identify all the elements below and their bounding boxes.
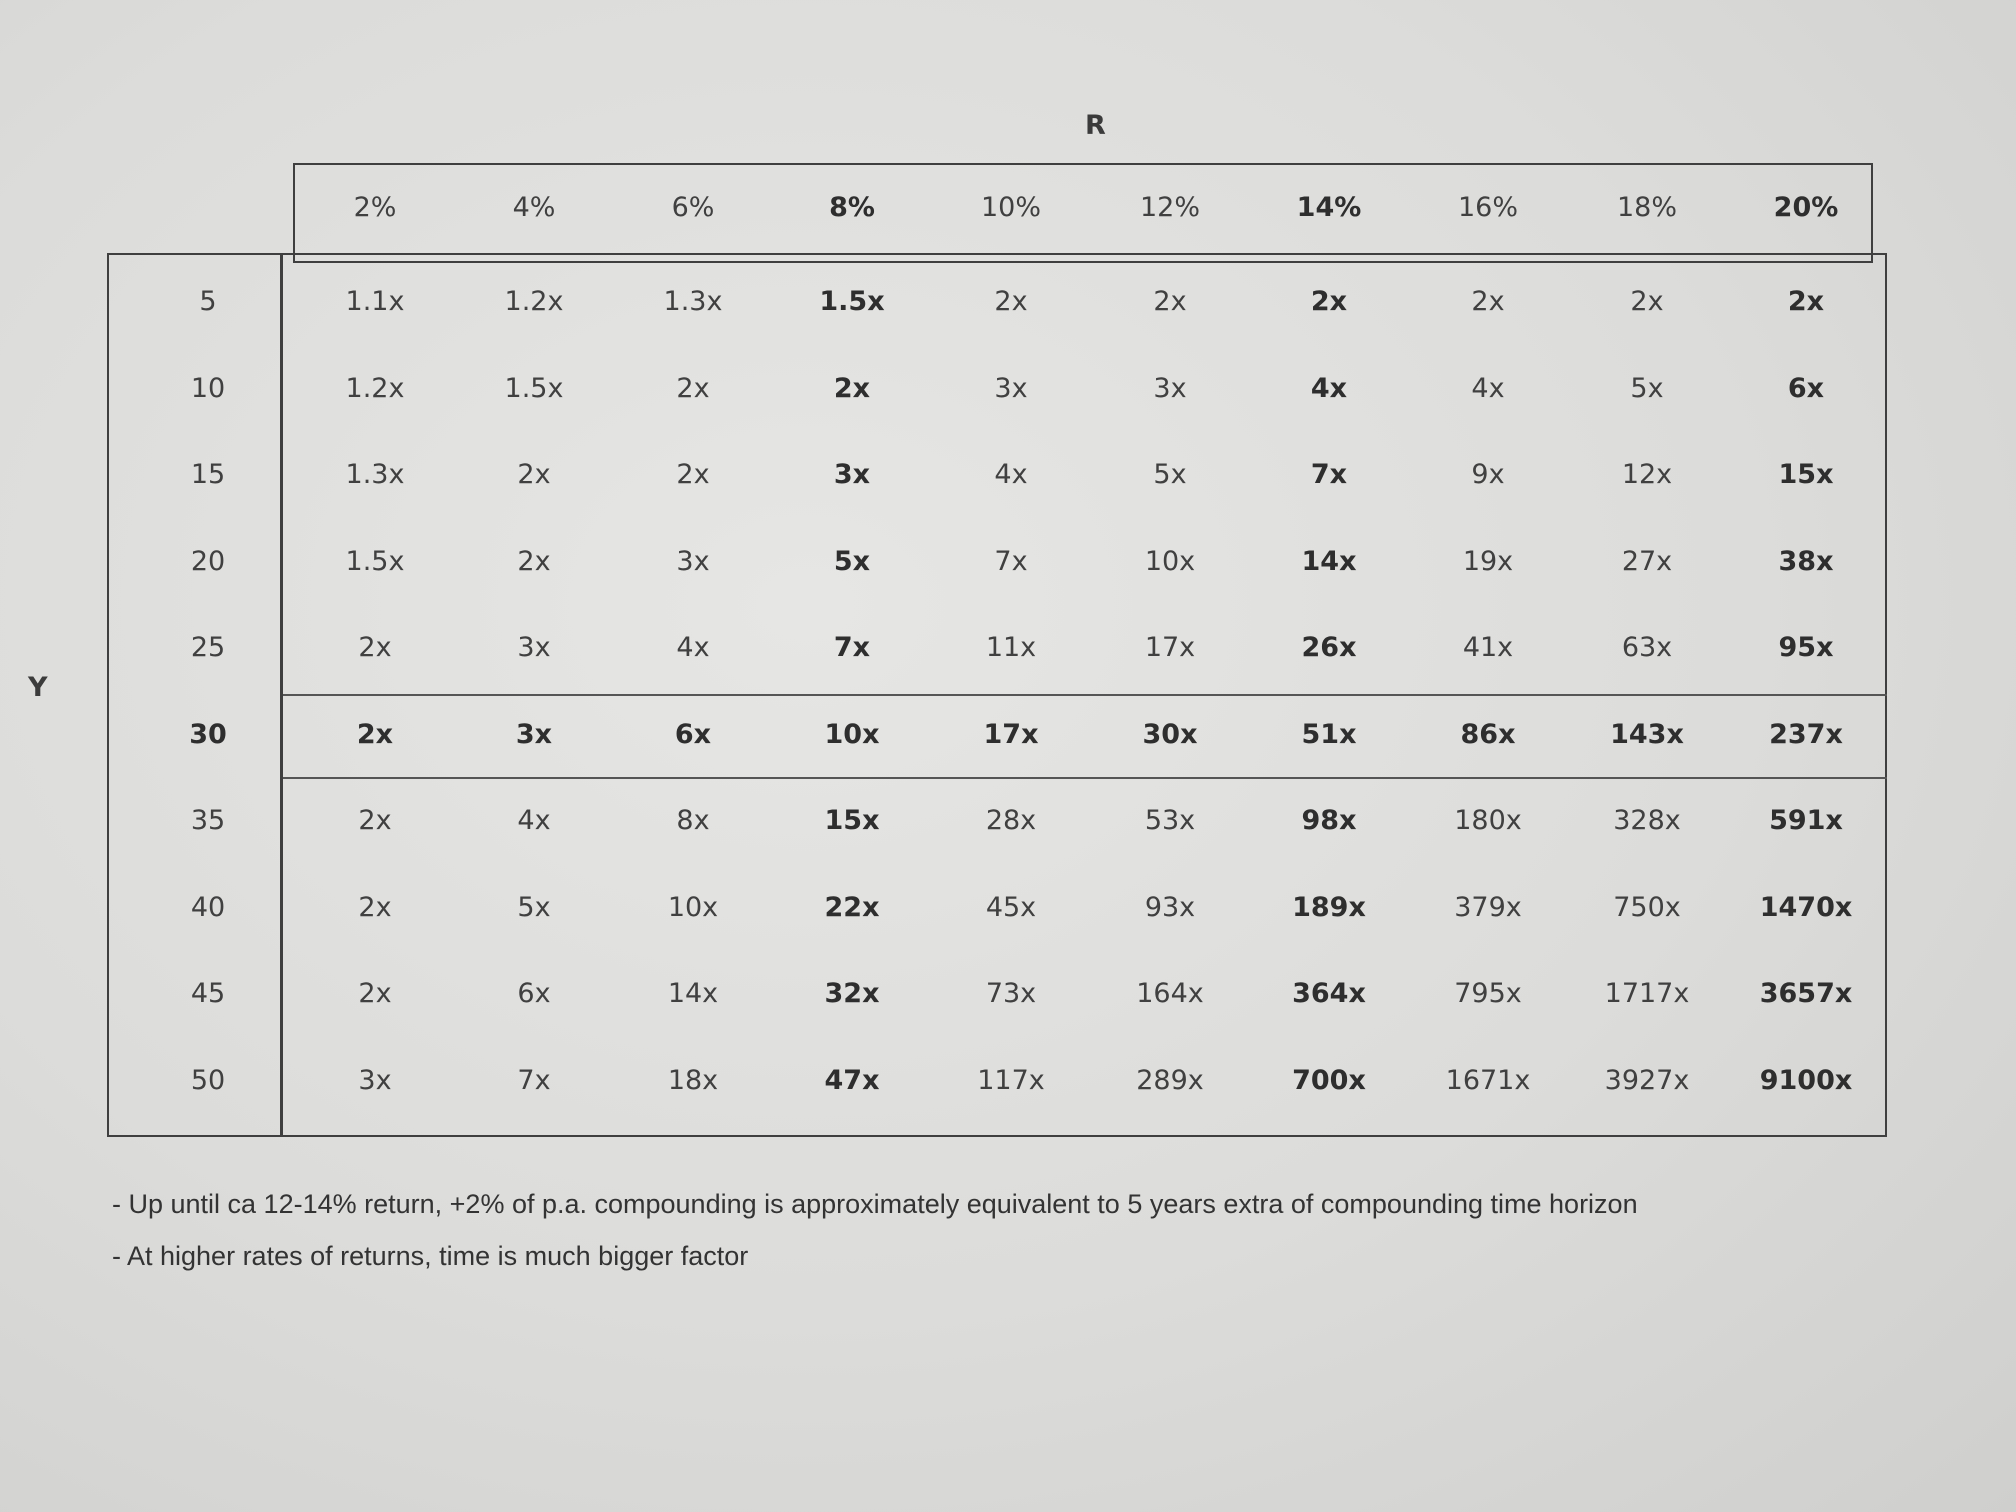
table-cell: 10x xyxy=(667,891,719,923)
table-cell: 7x xyxy=(517,1064,551,1096)
table-cell: 47x xyxy=(824,1064,880,1096)
table-cell: 3x xyxy=(1153,372,1187,404)
table-cell: 17x xyxy=(1144,632,1196,663)
table-cell: 4x xyxy=(994,459,1028,490)
table-cell: 53x xyxy=(1144,805,1196,836)
table-cell: 237x xyxy=(1769,718,1843,750)
table-cell: 63x xyxy=(1621,632,1673,663)
table-cell: 795x xyxy=(1454,978,1522,1009)
table-cell: 1.5x xyxy=(345,545,405,577)
table-cell: 2x xyxy=(358,805,392,836)
table-cell: 51x xyxy=(1301,718,1357,750)
table-cell: 5x xyxy=(833,545,871,577)
table-cell: 5x xyxy=(1630,372,1664,404)
table-cell: 10x xyxy=(1144,545,1196,577)
table-cell: 7x xyxy=(994,545,1028,577)
row-year-label: 20 xyxy=(190,545,226,577)
table-cell: 27x xyxy=(1621,545,1673,577)
table-cell: 28x xyxy=(985,805,1037,836)
table-cell: 117x xyxy=(977,1064,1045,1096)
table-cell: 1.5x xyxy=(504,372,564,404)
table-cell: 700x xyxy=(1292,1064,1366,1096)
table-cell: 22x xyxy=(824,891,880,923)
table-cell: 26x xyxy=(1301,632,1357,663)
table-cell: 5x xyxy=(517,891,551,923)
row-year-label: 15 xyxy=(190,459,226,490)
column-header: 4% xyxy=(512,192,556,223)
table-cell: 591x xyxy=(1769,805,1843,836)
table-cell: 98x xyxy=(1301,805,1357,836)
table-cell: 379x xyxy=(1454,891,1522,923)
column-header: 2% xyxy=(353,192,397,223)
table-cell: 1.3x xyxy=(663,286,723,317)
note-line: - At higher rates of returns, time is much bigger factor xyxy=(112,1241,749,1271)
table-cell: 73x xyxy=(985,978,1037,1009)
row-year-label: 35 xyxy=(190,805,226,836)
table-cell: 18x xyxy=(667,1064,719,1096)
table-cell: 15x xyxy=(1778,459,1834,490)
table-cell: 2x xyxy=(994,286,1028,317)
table-cell: 11x xyxy=(985,632,1037,663)
table-cell: 143x xyxy=(1610,718,1684,750)
table-cell: 2x xyxy=(833,372,871,404)
table-cell: 7x xyxy=(833,632,871,663)
table-cell: 2x xyxy=(358,978,392,1009)
highlight-row-top-border xyxy=(283,694,1887,696)
table-cell: 2x xyxy=(358,632,392,663)
row-year-label: 30 xyxy=(189,718,227,750)
r-axis-label: R xyxy=(1085,110,1106,141)
table-cell: 2x xyxy=(676,459,710,490)
table-cell: 41x xyxy=(1462,632,1514,663)
table-cell: 2x xyxy=(1787,286,1825,317)
table-cell: 93x xyxy=(1144,891,1196,923)
table-cell: 6x xyxy=(674,718,712,750)
table-cell: 32x xyxy=(824,978,880,1009)
table-cell: 2x xyxy=(358,891,392,923)
table-cell: 17x xyxy=(983,718,1039,750)
table-cell: 6x xyxy=(1787,372,1825,404)
table-cell: 45x xyxy=(985,891,1037,923)
table-cell: 2x xyxy=(676,372,710,404)
table-cell: 2x xyxy=(1630,286,1664,317)
column-header: 14% xyxy=(1296,192,1362,223)
y-axis-label: Y xyxy=(28,672,48,703)
table-cell: 1470x xyxy=(1759,891,1853,923)
table-cell: 30x xyxy=(1142,718,1198,750)
table-cell: 1.5x xyxy=(819,286,885,317)
table-cell: 1717x xyxy=(1604,978,1690,1009)
table-cell: 1.2x xyxy=(345,372,405,404)
table-cell: 38x xyxy=(1778,545,1834,577)
table-cell: 289x xyxy=(1136,1064,1204,1096)
table-cell: 2x xyxy=(1471,286,1505,317)
row-year-label: 50 xyxy=(190,1064,226,1096)
table-cell: 3x xyxy=(994,372,1028,404)
table-cell: 3x xyxy=(517,632,551,663)
table-cell: 14x xyxy=(1301,545,1357,577)
table-cell: 10x xyxy=(824,718,880,750)
column-header: 12% xyxy=(1139,192,1200,223)
table-cell: 5x xyxy=(1153,459,1187,490)
table-cell: 328x xyxy=(1613,805,1681,836)
table-cell: 2x xyxy=(356,718,394,750)
column-header: 6% xyxy=(671,192,715,223)
row-year-label: 5 xyxy=(199,286,217,317)
table-cell: 14x xyxy=(667,978,719,1009)
table-cell: 189x xyxy=(1292,891,1366,923)
row-year-label: 10 xyxy=(190,372,226,404)
table-cell: 15x xyxy=(824,805,880,836)
table-cell: 3657x xyxy=(1759,978,1853,1009)
column-header: 20% xyxy=(1773,192,1839,223)
table-cell: 4x xyxy=(1310,372,1348,404)
table-cell: 3x xyxy=(515,718,553,750)
column-header: 10% xyxy=(980,192,1041,223)
table-cell: 2x xyxy=(517,459,551,490)
table-cell: 2x xyxy=(517,545,551,577)
column-header: 16% xyxy=(1457,192,1518,223)
table-cell: 12x xyxy=(1621,459,1673,490)
table-cell: 9100x xyxy=(1759,1064,1853,1096)
table-cell: 4x xyxy=(676,632,710,663)
highlight-row-bottom-border xyxy=(283,777,1887,779)
row-year-label: 25 xyxy=(190,632,226,663)
row-year-label: 40 xyxy=(190,891,226,923)
table-cell: 1.1x xyxy=(345,286,405,317)
table-cell: 1.2x xyxy=(504,286,564,317)
column-header: 8% xyxy=(829,192,875,223)
table-cell: 95x xyxy=(1778,632,1834,663)
table-cell: 6x xyxy=(517,978,551,1009)
column-header: 18% xyxy=(1616,192,1677,223)
table-cell: 86x xyxy=(1460,718,1516,750)
table-cell: 19x xyxy=(1462,545,1514,577)
table-cell: 8x xyxy=(676,805,710,836)
table-cell: 4x xyxy=(517,805,551,836)
table-cell: 750x xyxy=(1613,891,1681,923)
table-cell: 180x xyxy=(1454,805,1522,836)
table-cell: 3927x xyxy=(1604,1064,1690,1096)
notes-block xyxy=(112,1178,1638,1282)
note-line: - Up until ca 12-14% return, +2% of p.a. compounding is approximately equivalent to 5 years extra of compounding time horizon xyxy=(112,1189,1638,1219)
table-cell: 4x xyxy=(1471,372,1505,404)
table-cell: 2x xyxy=(1310,286,1348,317)
table-cell: 1.3x xyxy=(345,459,405,490)
row-year-label: 45 xyxy=(190,978,226,1009)
table-cell: 7x xyxy=(1310,459,1348,490)
table-cell: 2x xyxy=(1153,286,1187,317)
table-cell: 3x xyxy=(676,545,710,577)
table-cell: 1671x xyxy=(1445,1064,1531,1096)
table-cell: 364x xyxy=(1292,978,1366,1009)
table-cell: 3x xyxy=(833,459,871,490)
table-cell: 3x xyxy=(358,1064,392,1096)
table-cell: 9x xyxy=(1471,459,1505,490)
table-cell: 164x xyxy=(1136,978,1204,1009)
